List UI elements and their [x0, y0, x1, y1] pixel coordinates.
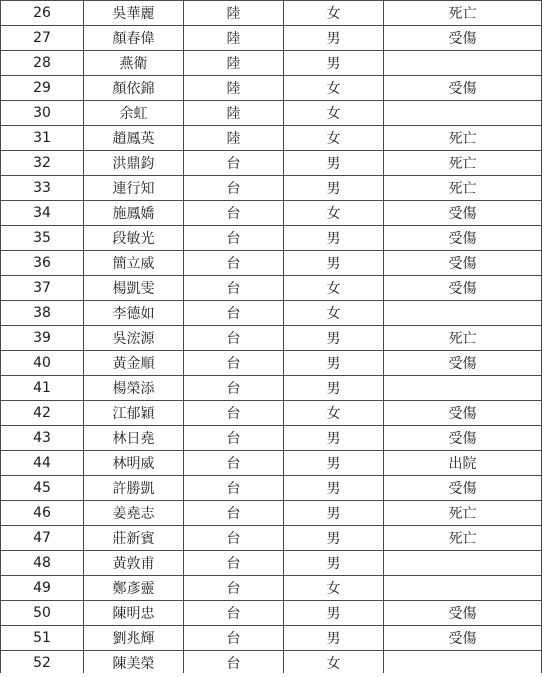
status-cell: 死亡 [384, 176, 542, 201]
name-cell: 施鳳嬌 [84, 201, 184, 226]
status-cell: 死亡 [384, 326, 542, 351]
origin-cell: 台 [184, 526, 284, 551]
name-cell: 劉兆輝 [84, 626, 184, 651]
sex-cell: 女 [284, 126, 384, 151]
status-cell [384, 576, 542, 601]
table-row [1, 326, 542, 351]
origin-cell: 台 [184, 151, 284, 176]
origin-cell: 台 [184, 376, 284, 401]
table-row [1, 651, 542, 676]
table-row [1, 451, 542, 476]
name-cell: 吳華麗 [84, 1, 184, 26]
origin-cell: 台 [184, 626, 284, 651]
row-number-cell: 52 [1, 651, 84, 676]
sex-cell: 女 [284, 201, 384, 226]
origin-cell: 陸 [184, 126, 284, 151]
sex-cell: 男 [284, 326, 384, 351]
table-row [1, 251, 542, 276]
status-cell: 死亡 [384, 526, 542, 551]
sex-cell: 女 [284, 76, 384, 101]
table-row [1, 376, 542, 401]
origin-cell: 台 [184, 301, 284, 326]
name-cell: 李德如 [84, 301, 184, 326]
row-number-cell: 50 [1, 601, 84, 626]
row-number-cell: 27 [1, 26, 84, 51]
name-cell: 陳美榮 [84, 651, 184, 676]
row-number-cell: 30 [1, 101, 84, 126]
status-cell: 受傷 [384, 226, 542, 251]
name-cell: 顏春偉 [84, 26, 184, 51]
row-number-cell: 36 [1, 251, 84, 276]
sex-cell: 男 [284, 176, 384, 201]
origin-cell: 台 [184, 426, 284, 451]
row-number-cell: 41 [1, 376, 84, 401]
sex-cell: 男 [284, 351, 384, 376]
name-cell: 吳浤源 [84, 326, 184, 351]
table-row [1, 101, 542, 126]
name-cell: 洪鼎鈞 [84, 151, 184, 176]
table-row [1, 551, 542, 576]
status-cell: 受傷 [384, 76, 542, 101]
table-row [1, 76, 542, 101]
row-number-cell: 48 [1, 551, 84, 576]
status-cell: 受傷 [384, 251, 542, 276]
status-cell: 受傷 [384, 276, 542, 301]
sex-cell: 男 [284, 551, 384, 576]
status-cell: 出院 [384, 451, 542, 476]
sex-cell: 女 [284, 301, 384, 326]
table-row [1, 626, 542, 651]
name-cell: 陳明忠 [84, 601, 184, 626]
row-number-cell: 40 [1, 351, 84, 376]
row-number-cell: 49 [1, 576, 84, 601]
table-row [1, 601, 542, 626]
row-number-cell: 26 [1, 1, 84, 26]
sex-cell: 男 [284, 476, 384, 501]
name-cell: 鄭彥靈 [84, 576, 184, 601]
status-cell: 受傷 [384, 476, 542, 501]
origin-cell: 台 [184, 176, 284, 201]
origin-cell: 台 [184, 476, 284, 501]
row-number-cell: 45 [1, 476, 84, 501]
origin-cell: 陸 [184, 76, 284, 101]
origin-cell: 陸 [184, 26, 284, 51]
row-number-cell: 46 [1, 501, 84, 526]
sex-cell: 女 [284, 401, 384, 426]
origin-cell: 台 [184, 451, 284, 476]
row-number-cell: 37 [1, 276, 84, 301]
row-number-cell: 44 [1, 451, 84, 476]
table-row [1, 426, 542, 451]
sex-cell: 男 [284, 376, 384, 401]
name-cell: 楊凱雯 [84, 276, 184, 301]
sex-cell: 男 [284, 151, 384, 176]
table-row [1, 526, 542, 551]
table-row [1, 1, 542, 26]
name-cell: 余虹 [84, 101, 184, 126]
origin-cell: 陸 [184, 1, 284, 26]
table-row [1, 301, 542, 326]
origin-cell: 陸 [184, 101, 284, 126]
name-cell: 簡立威 [84, 251, 184, 276]
origin-cell: 台 [184, 251, 284, 276]
status-cell [384, 101, 542, 126]
status-cell [384, 376, 542, 401]
table-row [1, 401, 542, 426]
sex-cell: 女 [284, 651, 384, 676]
table-row [1, 476, 542, 501]
table-row [1, 276, 542, 301]
origin-cell: 陸 [184, 51, 284, 76]
row-number-cell: 33 [1, 176, 84, 201]
status-cell: 死亡 [384, 501, 542, 526]
row-number-cell: 43 [1, 426, 84, 451]
origin-cell: 台 [184, 501, 284, 526]
row-number-cell: 34 [1, 201, 84, 226]
origin-cell: 台 [184, 226, 284, 251]
row-number-cell: 28 [1, 51, 84, 76]
origin-cell: 台 [184, 351, 284, 376]
name-cell: 段敏光 [84, 226, 184, 251]
row-number-cell: 39 [1, 326, 84, 351]
table-row [1, 51, 542, 76]
name-cell: 黃金順 [84, 351, 184, 376]
sex-cell: 男 [284, 251, 384, 276]
page-bottom-edge [0, 673, 544, 677]
row-number-cell: 47 [1, 526, 84, 551]
sex-cell: 男 [284, 526, 384, 551]
name-cell: 顏依錦 [84, 76, 184, 101]
name-cell: 楊榮添 [84, 376, 184, 401]
casualty-list-body [1, 1, 542, 676]
sex-cell: 女 [284, 276, 384, 301]
row-number-cell: 51 [1, 626, 84, 651]
sex-cell: 男 [284, 51, 384, 76]
status-cell: 死亡 [384, 151, 542, 176]
table-row [1, 26, 542, 51]
row-number-cell: 35 [1, 226, 84, 251]
name-cell: 趙鳳英 [84, 126, 184, 151]
sex-cell: 女 [284, 101, 384, 126]
table-row [1, 176, 542, 201]
row-number-cell: 32 [1, 151, 84, 176]
sex-cell: 男 [284, 451, 384, 476]
origin-cell: 台 [184, 576, 284, 601]
table-row [1, 201, 542, 226]
status-cell: 受傷 [384, 426, 542, 451]
sex-cell: 男 [284, 26, 384, 51]
sex-cell: 男 [284, 626, 384, 651]
sex-cell: 男 [284, 601, 384, 626]
origin-cell: 台 [184, 326, 284, 351]
sex-cell: 男 [284, 426, 384, 451]
status-cell: 受傷 [384, 626, 542, 651]
status-cell: 受傷 [384, 26, 542, 51]
name-cell: 江郁穎 [84, 401, 184, 426]
status-cell: 受傷 [384, 401, 542, 426]
origin-cell: 台 [184, 601, 284, 626]
name-cell: 林日堯 [84, 426, 184, 451]
sex-cell: 男 [284, 501, 384, 526]
name-cell: 黃敦甫 [84, 551, 184, 576]
name-cell: 姜堯志 [84, 501, 184, 526]
status-cell [384, 651, 542, 676]
status-cell: 受傷 [384, 601, 542, 626]
origin-cell: 台 [184, 651, 284, 676]
name-cell: 莊新賓 [84, 526, 184, 551]
name-cell: 許勝凱 [84, 476, 184, 501]
status-cell [384, 551, 542, 576]
status-cell [384, 301, 542, 326]
origin-cell: 台 [184, 276, 284, 301]
status-cell [384, 51, 542, 76]
row-number-cell: 42 [1, 401, 84, 426]
sex-cell: 女 [284, 576, 384, 601]
name-cell: 燕衛 [84, 51, 184, 76]
table-row [1, 226, 542, 251]
status-cell: 受傷 [384, 201, 542, 226]
status-cell: 死亡 [384, 126, 542, 151]
name-cell: 林明威 [84, 451, 184, 476]
table-row [1, 126, 542, 151]
origin-cell: 台 [184, 401, 284, 426]
status-cell: 死亡 [384, 1, 542, 26]
origin-cell: 台 [184, 201, 284, 226]
table-row [1, 576, 542, 601]
row-number-cell: 31 [1, 126, 84, 151]
table-row [1, 351, 542, 376]
origin-cell: 台 [184, 551, 284, 576]
sex-cell: 女 [284, 1, 384, 26]
row-number-cell: 38 [1, 301, 84, 326]
row-number-cell: 29 [1, 76, 84, 101]
name-cell: 連行知 [84, 176, 184, 201]
table-row [1, 501, 542, 526]
sex-cell: 男 [284, 226, 384, 251]
status-cell: 受傷 [384, 351, 542, 376]
table-row [1, 151, 542, 176]
